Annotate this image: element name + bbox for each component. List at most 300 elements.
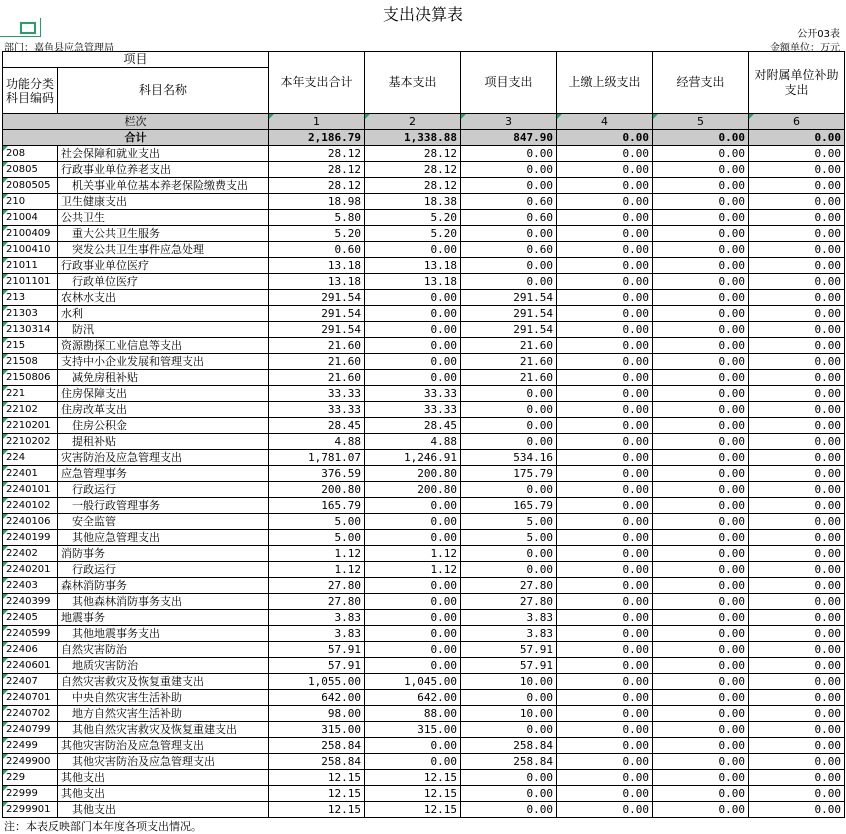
row-value[interactable]: 0.00: [653, 754, 749, 770]
row-value[interactable]: 27.80: [269, 594, 365, 610]
row-value[interactable]: 33.33: [269, 402, 365, 418]
total-label[interactable]: 合计: [3, 130, 269, 146]
row-value[interactable]: 0.00: [653, 194, 749, 210]
row-name[interactable]: 地方自然灾害生活补助: [58, 706, 269, 722]
row-value[interactable]: 27.80: [461, 594, 557, 610]
row-name[interactable]: 机关事业单位基本养老保险缴费支出: [58, 178, 269, 194]
row-value[interactable]: 0.00: [365, 338, 461, 354]
row-value[interactable]: 0.00: [749, 722, 845, 738]
row-value[interactable]: 5.20: [365, 226, 461, 242]
row-value[interactable]: 0.00: [461, 434, 557, 450]
row-value[interactable]: 10.00: [461, 706, 557, 722]
row-value[interactable]: 0.00: [749, 450, 845, 466]
row-name[interactable]: 其他自然灾害救灾及恢复重建支出: [58, 722, 269, 738]
row-code[interactable]: 2240199: [3, 530, 58, 546]
row-value[interactable]: 18.38: [365, 194, 461, 210]
row-value[interactable]: 0.00: [557, 626, 653, 642]
row-value[interactable]: 0.00: [749, 738, 845, 754]
row-value[interactable]: 0.00: [365, 354, 461, 370]
row-value[interactable]: 0.00: [653, 338, 749, 354]
row-value[interactable]: 0.00: [557, 338, 653, 354]
row-value[interactable]: 0.00: [461, 722, 557, 738]
row-value[interactable]: 12.15: [365, 802, 461, 818]
row-value[interactable]: 0.60: [461, 210, 557, 226]
row-value[interactable]: 0.00: [557, 210, 653, 226]
row-name[interactable]: 卫生健康支出: [58, 194, 269, 210]
row-value[interactable]: 0.00: [653, 546, 749, 562]
row-name[interactable]: 突发公共卫生事件应急处理: [58, 242, 269, 258]
row-value[interactable]: 0.00: [749, 322, 845, 338]
row-value[interactable]: 0.00: [749, 802, 845, 818]
row-value[interactable]: 0.00: [653, 690, 749, 706]
row-code[interactable]: 22102: [3, 402, 58, 418]
row-value[interactable]: 1.12: [269, 562, 365, 578]
row-value[interactable]: 21.60: [269, 354, 365, 370]
row-value[interactable]: 0.00: [653, 722, 749, 738]
row-value[interactable]: 1,045.00: [365, 674, 461, 690]
row-value[interactable]: 5.00: [461, 530, 557, 546]
row-value[interactable]: 0.00: [557, 610, 653, 626]
row-value[interactable]: 0.00: [461, 162, 557, 178]
row-value[interactable]: 57.91: [461, 642, 557, 658]
row-code[interactable]: 21011: [3, 258, 58, 274]
row-value[interactable]: 0.00: [749, 786, 845, 802]
row-value[interactable]: 258.84: [269, 754, 365, 770]
row-value[interactable]: 21.60: [461, 370, 557, 386]
total-value[interactable]: 1,338.88: [365, 130, 461, 146]
row-value[interactable]: 0.00: [653, 786, 749, 802]
row-value[interactable]: 291.54: [269, 290, 365, 306]
row-value[interactable]: 0.00: [557, 642, 653, 658]
row-value[interactable]: 200.80: [269, 482, 365, 498]
row-name[interactable]: 应急管理事务: [58, 466, 269, 482]
row-value[interactable]: 0.00: [557, 322, 653, 338]
row-value[interactable]: 0.00: [557, 690, 653, 706]
row-code[interactable]: 2240601: [3, 658, 58, 674]
row-value[interactable]: 0.00: [557, 786, 653, 802]
row-value[interactable]: 0.00: [749, 546, 845, 562]
row-name[interactable]: 减免房租补贴: [58, 370, 269, 386]
row-code[interactable]: 2101101: [3, 274, 58, 290]
row-value[interactable]: 21.60: [269, 338, 365, 354]
row-code[interactable]: 22406: [3, 642, 58, 658]
row-value[interactable]: 0.00: [365, 370, 461, 386]
row-value[interactable]: 13.18: [365, 274, 461, 290]
row-value[interactable]: 165.79: [461, 498, 557, 514]
row-value[interactable]: 5.00: [461, 514, 557, 530]
row-value[interactable]: 1.12: [365, 546, 461, 562]
row-value[interactable]: 0.00: [365, 242, 461, 258]
header-operating[interactable]: 经营支出: [653, 52, 749, 114]
row-value[interactable]: 0.00: [557, 466, 653, 482]
row-value[interactable]: 28.12: [365, 146, 461, 162]
row-value[interactable]: 0.00: [749, 770, 845, 786]
row-value[interactable]: 0.00: [461, 786, 557, 802]
row-code[interactable]: 224: [3, 450, 58, 466]
row-value[interactable]: 0.00: [749, 514, 845, 530]
row-value[interactable]: 12.15: [365, 786, 461, 802]
row-name[interactable]: 其他灾害防治及应急管理支出: [58, 738, 269, 754]
row-value[interactable]: 3.83: [269, 626, 365, 642]
row-code[interactable]: 2240799: [3, 722, 58, 738]
row-value[interactable]: 5.20: [269, 226, 365, 242]
row-value[interactable]: 0.00: [461, 226, 557, 242]
row-value[interactable]: 0.00: [365, 738, 461, 754]
col-num-5[interactable]: 5: [653, 114, 749, 130]
row-name[interactable]: 防汛: [58, 322, 269, 338]
row-value[interactable]: 0.00: [749, 482, 845, 498]
row-value[interactable]: 0.00: [365, 530, 461, 546]
row-value[interactable]: 258.84: [269, 738, 365, 754]
row-value[interactable]: 0.00: [557, 546, 653, 562]
row-value[interactable]: 0.00: [653, 802, 749, 818]
row-value[interactable]: 0.00: [749, 306, 845, 322]
row-value[interactable]: 0.00: [653, 578, 749, 594]
row-value[interactable]: 5.80: [269, 210, 365, 226]
row-value[interactable]: 0.00: [557, 738, 653, 754]
row-value[interactable]: 0.00: [749, 162, 845, 178]
row-code[interactable]: 229: [3, 770, 58, 786]
row-value[interactable]: 28.12: [269, 162, 365, 178]
row-value[interactable]: 1.12: [365, 562, 461, 578]
row-value[interactable]: 0.60: [461, 242, 557, 258]
row-value[interactable]: 0.00: [365, 754, 461, 770]
row-value[interactable]: 57.91: [461, 658, 557, 674]
row-value[interactable]: 0.00: [653, 370, 749, 386]
row-code[interactable]: 22405: [3, 610, 58, 626]
row-value[interactable]: 0.00: [653, 434, 749, 450]
row-code[interactable]: 2100409: [3, 226, 58, 242]
row-name[interactable]: 其他灾害防治及应急管理支出: [58, 754, 269, 770]
row-code[interactable]: 22999: [3, 786, 58, 802]
row-value[interactable]: 0.00: [749, 258, 845, 274]
row-value[interactable]: 200.80: [365, 482, 461, 498]
row-value[interactable]: 0.00: [653, 626, 749, 642]
row-name[interactable]: 行政单位医疗: [58, 274, 269, 290]
row-value[interactable]: 21.60: [461, 354, 557, 370]
row-value[interactable]: 1,246.91: [365, 450, 461, 466]
row-value[interactable]: 376.59: [269, 466, 365, 482]
row-value[interactable]: 0.00: [557, 370, 653, 386]
header-upper[interactable]: 上缴上级支出: [557, 52, 653, 114]
row-code[interactable]: 2240101: [3, 482, 58, 498]
row-name[interactable]: 提租补贴: [58, 434, 269, 450]
row-value[interactable]: 0.00: [461, 402, 557, 418]
row-code[interactable]: 208: [3, 146, 58, 162]
row-value[interactable]: 0.00: [653, 274, 749, 290]
row-code[interactable]: 2240102: [3, 498, 58, 514]
row-value[interactable]: 0.00: [557, 258, 653, 274]
row-value[interactable]: 0.00: [557, 194, 653, 210]
row-value[interactable]: 12.15: [269, 802, 365, 818]
row-value[interactable]: 0.00: [749, 370, 845, 386]
row-code[interactable]: 2299901: [3, 802, 58, 818]
row-value[interactable]: 0.00: [749, 610, 845, 626]
row-value[interactable]: 0.00: [557, 562, 653, 578]
row-code[interactable]: 221: [3, 386, 58, 402]
row-value[interactable]: 0.00: [461, 690, 557, 706]
row-value[interactable]: 0.00: [653, 514, 749, 530]
row-value[interactable]: 0.00: [749, 290, 845, 306]
row-name[interactable]: 其他应急管理支出: [58, 530, 269, 546]
row-value[interactable]: 10.00: [461, 674, 557, 690]
row-value[interactable]: 0.00: [749, 626, 845, 642]
row-value[interactable]: 200.80: [365, 466, 461, 482]
row-value[interactable]: 0.00: [653, 594, 749, 610]
row-name[interactable]: 住房保障支出: [58, 386, 269, 402]
row-value[interactable]: 0.00: [749, 498, 845, 514]
row-value[interactable]: 0.00: [653, 498, 749, 514]
row-code[interactable]: 2240599: [3, 626, 58, 642]
row-code[interactable]: 2240106: [3, 514, 58, 530]
row-value[interactable]: 5.20: [365, 210, 461, 226]
row-value[interactable]: 0.00: [749, 594, 845, 610]
row-value[interactable]: 0.00: [557, 706, 653, 722]
row-value[interactable]: 0.00: [653, 146, 749, 162]
row-name[interactable]: 其他支出: [58, 786, 269, 802]
row-name[interactable]: 安全监管: [58, 514, 269, 530]
row-name[interactable]: 其他森林消防事务支出: [58, 594, 269, 610]
row-value[interactable]: 0.00: [653, 738, 749, 754]
row-value[interactable]: 0.00: [653, 290, 749, 306]
row-value[interactable]: 0.00: [557, 386, 653, 402]
row-value[interactable]: 0.00: [653, 386, 749, 402]
row-value[interactable]: 0.00: [557, 722, 653, 738]
row-code[interactable]: 213: [3, 290, 58, 306]
row-name[interactable]: 社会保障和就业支出: [58, 146, 269, 162]
row-value[interactable]: 12.15: [365, 770, 461, 786]
row-name[interactable]: 其他支出: [58, 802, 269, 818]
row-value[interactable]: 4.88: [269, 434, 365, 450]
row-value[interactable]: 0.00: [749, 226, 845, 242]
row-value[interactable]: 57.91: [269, 658, 365, 674]
row-value[interactable]: 3.83: [461, 626, 557, 642]
row-value[interactable]: 0.00: [653, 210, 749, 226]
row-code[interactable]: 2240399: [3, 594, 58, 610]
row-name[interactable]: 行政事业单位养老支出: [58, 162, 269, 178]
row-value[interactable]: 0.00: [653, 226, 749, 242]
row-value[interactable]: 1.12: [269, 546, 365, 562]
row-code[interactable]: 21004: [3, 210, 58, 226]
row-value[interactable]: 12.15: [269, 786, 365, 802]
row-value[interactable]: 0.00: [557, 450, 653, 466]
row-code[interactable]: 2240201: [3, 562, 58, 578]
row-value[interactable]: 0.00: [557, 482, 653, 498]
row-value[interactable]: 0.00: [557, 530, 653, 546]
row-value[interactable]: 0.00: [365, 498, 461, 514]
row-name[interactable]: 消防事务: [58, 546, 269, 562]
row-value[interactable]: 534.16: [461, 450, 557, 466]
row-name[interactable]: 资源勘探工业信息等支出: [58, 338, 269, 354]
row-value[interactable]: 291.54: [461, 306, 557, 322]
col-num-6[interactable]: 6: [749, 114, 845, 130]
row-code[interactable]: 20805: [3, 162, 58, 178]
row-code[interactable]: 215: [3, 338, 58, 354]
row-value[interactable]: 0.00: [749, 658, 845, 674]
row-value[interactable]: 0.60: [461, 194, 557, 210]
row-value[interactable]: 0.00: [653, 770, 749, 786]
row-name[interactable]: 地质灾害防治: [58, 658, 269, 674]
row-value[interactable]: 0.00: [365, 322, 461, 338]
row-value[interactable]: 0.00: [461, 146, 557, 162]
row-code[interactable]: 2080505: [3, 178, 58, 194]
row-value[interactable]: 0.00: [653, 530, 749, 546]
row-value[interactable]: 315.00: [365, 722, 461, 738]
row-value[interactable]: 0.00: [653, 258, 749, 274]
row-value[interactable]: 0.00: [749, 178, 845, 194]
header-code[interactable]: 功能分类科目编码: [3, 68, 58, 114]
total-value[interactable]: 0.00: [749, 130, 845, 146]
col-num-2[interactable]: 2: [365, 114, 461, 130]
row-value[interactable]: 0.00: [653, 306, 749, 322]
row-value[interactable]: 0.00: [653, 242, 749, 258]
row-code[interactable]: 2240702: [3, 706, 58, 722]
row-value[interactable]: 0.00: [653, 418, 749, 434]
row-name[interactable]: 公共卫生: [58, 210, 269, 226]
col-num-1[interactable]: 1: [269, 114, 365, 130]
row-code[interactable]: 22402: [3, 546, 58, 562]
header-basic[interactable]: 基本支出: [365, 52, 461, 114]
row-code[interactable]: 22403: [3, 578, 58, 594]
row-name[interactable]: 行政运行: [58, 482, 269, 498]
row-value[interactable]: 315.00: [269, 722, 365, 738]
row-value[interactable]: 0.00: [557, 434, 653, 450]
row-code[interactable]: 22407: [3, 674, 58, 690]
row-value[interactable]: 0.00: [653, 402, 749, 418]
row-value[interactable]: 0.00: [749, 386, 845, 402]
row-value[interactable]: 27.80: [461, 578, 557, 594]
total-value[interactable]: 0.00: [653, 130, 749, 146]
row-value[interactable]: 0.00: [557, 802, 653, 818]
row-code[interactable]: 2249900: [3, 754, 58, 770]
row-value[interactable]: 0.00: [749, 642, 845, 658]
row-value[interactable]: 12.15: [269, 770, 365, 786]
row-value[interactable]: 0.00: [749, 354, 845, 370]
col-num-4[interactable]: 4: [557, 114, 653, 130]
row-name[interactable]: 行政运行: [58, 562, 269, 578]
row-name[interactable]: 支持中小企业发展和管理支出: [58, 354, 269, 370]
row-value[interactable]: 0.00: [749, 274, 845, 290]
row-value[interactable]: 0.00: [557, 354, 653, 370]
row-value[interactable]: 18.98: [269, 194, 365, 210]
row-value[interactable]: 0.00: [653, 162, 749, 178]
row-value[interactable]: 28.12: [269, 178, 365, 194]
row-name[interactable]: 灾害防治及应急管理支出: [58, 450, 269, 466]
row-value[interactable]: 0.00: [557, 594, 653, 610]
row-value[interactable]: 0.00: [461, 802, 557, 818]
row-value[interactable]: 28.45: [365, 418, 461, 434]
row-value[interactable]: 0.00: [557, 162, 653, 178]
row-value[interactable]: 33.33: [269, 386, 365, 402]
row-value[interactable]: 0.00: [557, 274, 653, 290]
row-value[interactable]: 0.00: [557, 674, 653, 690]
row-value[interactable]: 0.00: [749, 434, 845, 450]
row-code[interactable]: 21508: [3, 354, 58, 370]
row-value[interactable]: 13.18: [365, 258, 461, 274]
row-value[interactable]: 291.54: [461, 322, 557, 338]
header-name[interactable]: 科目名称: [58, 68, 269, 114]
row-value[interactable]: 0.00: [749, 674, 845, 690]
row-value[interactable]: 291.54: [461, 290, 557, 306]
header-project[interactable]: 项目: [3, 52, 269, 68]
row-value[interactable]: 0.00: [557, 290, 653, 306]
row-code[interactable]: 21303: [3, 306, 58, 322]
row-value[interactable]: 0.00: [749, 578, 845, 594]
row-value[interactable]: 57.91: [269, 642, 365, 658]
row-value[interactable]: 0.00: [749, 754, 845, 770]
row-value[interactable]: 0.00: [557, 754, 653, 770]
row-value[interactable]: 0.00: [365, 594, 461, 610]
row-value[interactable]: 28.12: [365, 162, 461, 178]
row-value[interactable]: 33.33: [365, 402, 461, 418]
row-value[interactable]: 0.00: [365, 514, 461, 530]
row-name[interactable]: 自然灾害防治: [58, 642, 269, 658]
row-value[interactable]: 0.00: [749, 210, 845, 226]
row-value[interactable]: 33.33: [365, 386, 461, 402]
row-value[interactable]: 291.54: [269, 306, 365, 322]
row-value[interactable]: 0.00: [557, 402, 653, 418]
row-value[interactable]: 0.00: [557, 770, 653, 786]
row-value[interactable]: 0.00: [749, 402, 845, 418]
row-value[interactable]: 291.54: [269, 322, 365, 338]
row-value[interactable]: 642.00: [269, 690, 365, 706]
row-value[interactable]: 0.00: [653, 322, 749, 338]
row-value[interactable]: 0.00: [653, 674, 749, 690]
row-value[interactable]: 0.00: [749, 706, 845, 722]
row-value[interactable]: 28.45: [269, 418, 365, 434]
row-value[interactable]: 0.00: [653, 354, 749, 370]
row-name[interactable]: 中央自然灾害生活补助: [58, 690, 269, 706]
row-value[interactable]: 0.00: [749, 338, 845, 354]
row-value[interactable]: 165.79: [269, 498, 365, 514]
row-code[interactable]: 22401: [3, 466, 58, 482]
row-value[interactable]: 0.00: [653, 482, 749, 498]
row-value[interactable]: 4.88: [365, 434, 461, 450]
total-value[interactable]: 2,186.79: [269, 130, 365, 146]
row-value[interactable]: 0.00: [461, 482, 557, 498]
row-value[interactable]: 0.00: [365, 642, 461, 658]
row-value[interactable]: 0.00: [365, 306, 461, 322]
row-name[interactable]: 其他支出: [58, 770, 269, 786]
row-value[interactable]: 0.00: [557, 418, 653, 434]
row-value[interactable]: 0.00: [653, 658, 749, 674]
row-value[interactable]: 0.00: [461, 418, 557, 434]
row-name[interactable]: 地震事务: [58, 610, 269, 626]
row-value[interactable]: 0.00: [653, 562, 749, 578]
row-value[interactable]: 0.00: [749, 194, 845, 210]
row-code[interactable]: 2210201: [3, 418, 58, 434]
row-name[interactable]: 水利: [58, 306, 269, 322]
row-value[interactable]: 0.00: [461, 178, 557, 194]
row-value[interactable]: 0.00: [365, 610, 461, 626]
row-value[interactable]: 0.00: [461, 386, 557, 402]
row-value[interactable]: 0.00: [653, 642, 749, 658]
row-value[interactable]: 1,781.07: [269, 450, 365, 466]
row-value[interactable]: 27.80: [269, 578, 365, 594]
header-total[interactable]: 本年支出合计: [269, 52, 365, 114]
row-value[interactable]: 0.00: [557, 514, 653, 530]
row-value[interactable]: 0.00: [749, 466, 845, 482]
row-value[interactable]: 0.00: [557, 226, 653, 242]
row-value[interactable]: 5.00: [269, 514, 365, 530]
row-value[interactable]: 0.00: [557, 658, 653, 674]
row-value[interactable]: 98.00: [269, 706, 365, 722]
row-value[interactable]: 3.83: [269, 610, 365, 626]
row-value[interactable]: 0.00: [653, 178, 749, 194]
row-name[interactable]: 其他地震事务支出: [58, 626, 269, 642]
row-value[interactable]: 13.18: [269, 258, 365, 274]
row-code[interactable]: 2210202: [3, 434, 58, 450]
